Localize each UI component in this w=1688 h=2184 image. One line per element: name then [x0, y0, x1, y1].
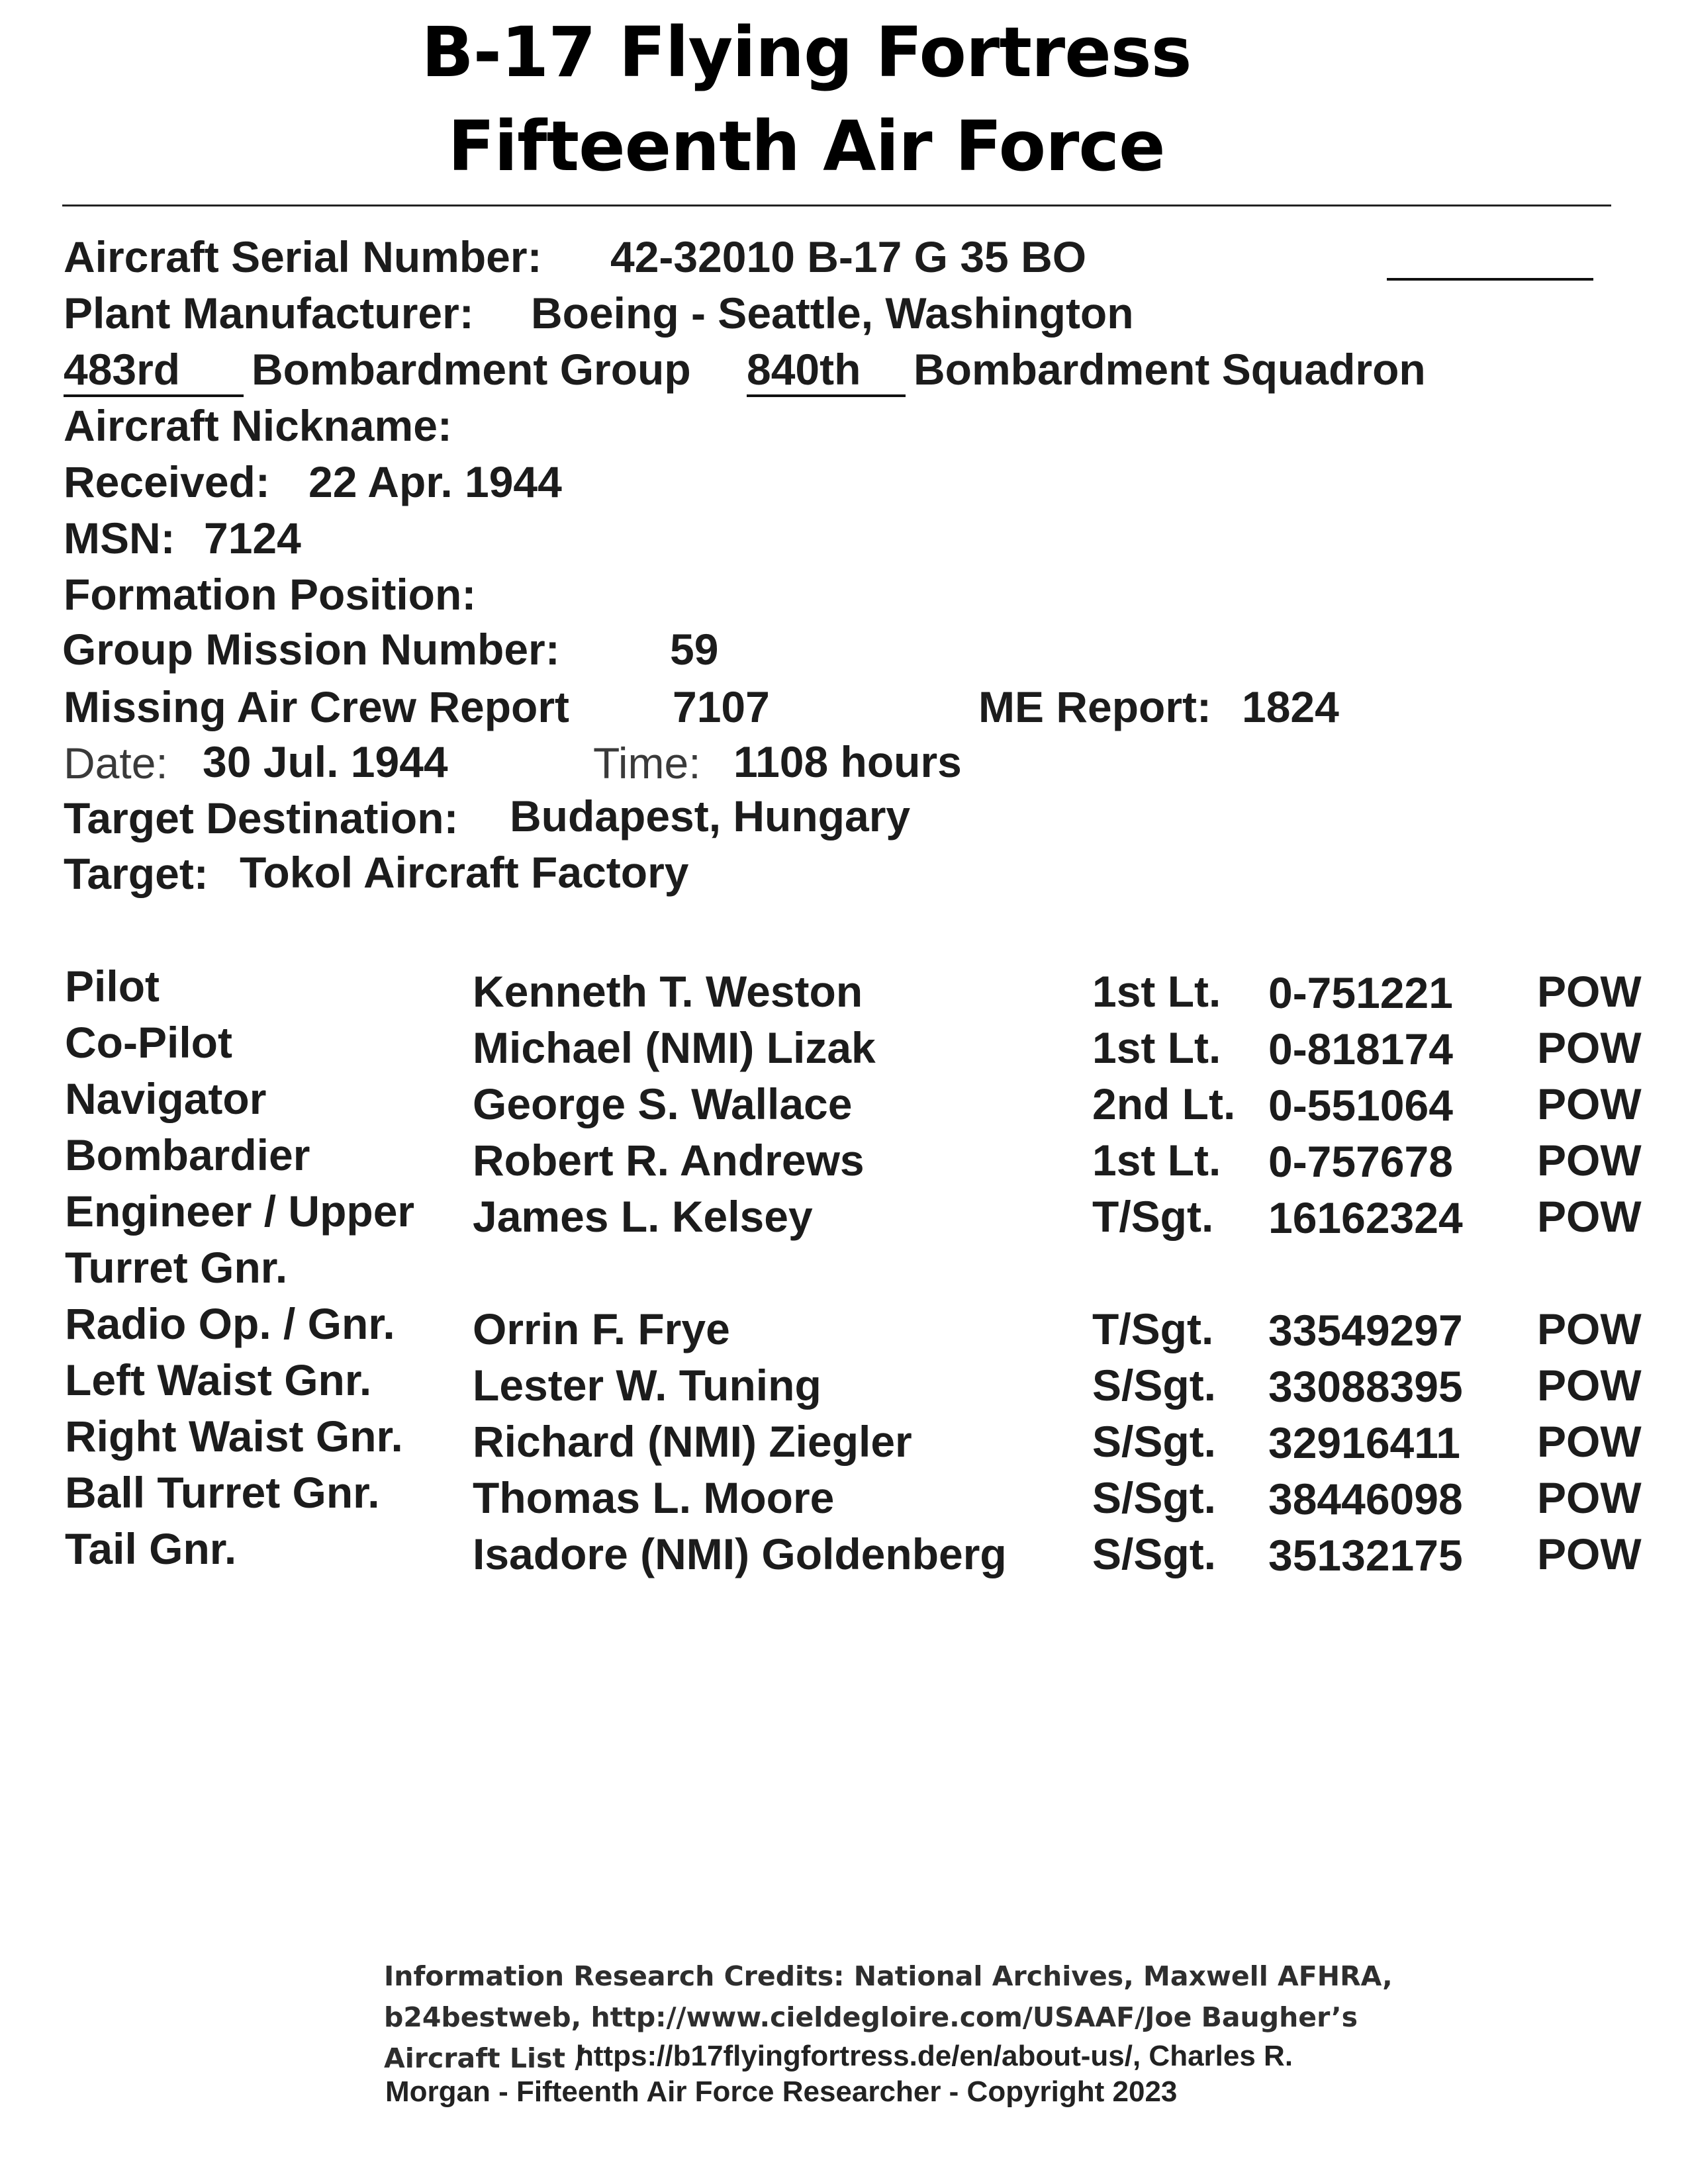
crew-name: Robert R. Andrews: [473, 1136, 865, 1185]
msn-value: 7124: [204, 514, 301, 563]
crew-status: POW: [1537, 1304, 1642, 1353]
page-title-line-1: B-17 Flying Fortress: [421, 12, 1192, 93]
crew-position: Right Waist Gnr.: [65, 1412, 403, 1461]
crew-serial: 33549297: [1268, 1306, 1463, 1355]
crew-position: Tail Gnr.: [65, 1524, 237, 1573]
nickname-label: Aircraft Nickname:: [64, 401, 452, 450]
crew-rank: 1st Lt.: [1092, 1136, 1221, 1185]
crew-serial: 0-551064: [1268, 1081, 1453, 1130]
date-value: 30 Jul. 1944: [203, 737, 448, 786]
crew-rank: S/Sgt.: [1092, 1473, 1217, 1522]
crew-position-line-2: Turret Gnr.: [65, 1243, 288, 1292]
credits-line-3b: https://b17flyingfortress.de/en/about-us/, Charles R.: [576, 2040, 1293, 2072]
crew-serial: 0-757678: [1268, 1137, 1453, 1186]
msn-label: MSN:: [64, 514, 175, 563]
crew-serial: 33088395: [1268, 1362, 1463, 1411]
crew-status: POW: [1537, 1473, 1642, 1522]
crew-status: POW: [1537, 1192, 1642, 1241]
credits-line-3a: Aircraft List /: [384, 2042, 585, 2074]
crew-position: Radio Op. / Gnr.: [65, 1299, 395, 1348]
crew-rank: T/Sgt.: [1092, 1304, 1214, 1353]
crew-name: Thomas L. Moore: [473, 1473, 835, 1522]
crew-rank: S/Sgt.: [1092, 1529, 1217, 1578]
crew-serial: 38446098: [1268, 1475, 1463, 1524]
serial-value: 42-32010 B-17 G 35 BO: [610, 232, 1087, 281]
crew-serial: 0-751221: [1268, 968, 1453, 1017]
crew-name: Isadore (NMI) Goldenberg: [473, 1529, 1007, 1578]
crew-status: POW: [1537, 1529, 1642, 1578]
crew-rank: 1st Lt.: [1092, 967, 1221, 1016]
crew-name: George S. Wallace: [473, 1079, 853, 1128]
crew-name: Kenneth T. Weston: [473, 967, 863, 1016]
crew-position: Engineer / Upper: [65, 1187, 415, 1236]
mission-value: 59: [670, 625, 719, 674]
plant-label: Plant Manufacturer:: [64, 289, 474, 338]
crew-name: Orrin F. Frye: [473, 1304, 730, 1353]
crew-serial: 16162324: [1268, 1193, 1463, 1242]
destination-label: Target Destination:: [64, 794, 459, 842]
crew-name: Richard (NMI) Ziegler: [473, 1417, 912, 1466]
formation-label: Formation Position:: [64, 570, 477, 619]
crew-name: James L. Kelsey: [473, 1192, 813, 1241]
credits-line-2: b24bestweb, http://www.cieldegloire.com/USAAF/Joe Baugher’s: [384, 2001, 1358, 2033]
crew-status: POW: [1537, 1079, 1642, 1128]
macr-label: Missing Air Crew Report: [64, 682, 569, 731]
squadron-value: 840th: [747, 344, 906, 397]
crew-status: POW: [1537, 1361, 1642, 1410]
crew-position: Left Waist Gnr.: [65, 1355, 372, 1404]
received-label: Received:: [64, 457, 270, 506]
crew-status: POW: [1537, 1136, 1642, 1185]
target-value: Tokol Aircraft Factory: [240, 848, 689, 897]
crew-status: POW: [1537, 967, 1642, 1016]
received-value: 22 Apr. 1944: [308, 457, 562, 506]
plant-value: Boeing - Seattle, Washington: [531, 289, 1134, 338]
crew-status: POW: [1537, 1417, 1642, 1466]
blank-line: [1387, 278, 1593, 281]
macr-value: 7107: [673, 682, 770, 731]
group-label: Bombardment Group: [252, 345, 691, 394]
crew-position: Ball Turret Gnr.: [65, 1468, 380, 1517]
crew-status: POW: [1537, 1023, 1642, 1072]
target-label: Target:: [64, 849, 209, 898]
date-label: Date:: [64, 739, 168, 788]
crew-serial: 0-818174: [1268, 1024, 1453, 1073]
crew-rank: 1st Lt.: [1092, 1023, 1221, 1072]
time-label: Time:: [593, 739, 701, 788]
title-divider: [62, 205, 1611, 206]
squadron-label: Bombardment Squadron: [914, 345, 1426, 394]
serial-label: Aircraft Serial Number:: [64, 232, 542, 281]
group-value: 483rd: [64, 344, 244, 397]
crew-name: Michael (NMI) Lizak: [473, 1023, 876, 1072]
mission-label: Group Mission Number:: [62, 625, 560, 674]
crew-position: Co-Pilot: [65, 1018, 232, 1067]
crew-serial: 35132175: [1268, 1531, 1463, 1580]
crew-position: Navigator: [65, 1074, 267, 1123]
crew-position: Pilot: [65, 962, 160, 1011]
destination-value: Budapest, Hungary: [510, 792, 911, 841]
crew-rank: T/Sgt.: [1092, 1192, 1214, 1241]
crew-serial: 32916411: [1268, 1418, 1461, 1467]
crew-rank: S/Sgt.: [1092, 1361, 1217, 1410]
me-report-label: ME Report:: [978, 682, 1211, 731]
time-value: 1108 hours: [733, 737, 962, 786]
crew-rank: 2nd Lt.: [1092, 1079, 1236, 1128]
crew-name: Lester W. Tuning: [473, 1361, 821, 1410]
crew-rank: S/Sgt.: [1092, 1417, 1217, 1466]
crew-position: Bombardier: [65, 1130, 310, 1179]
page-title-line-2: Fifteenth Air Force: [447, 106, 1165, 187]
credits-line-4: Morgan - Fifteenth Air Force Researcher - Copyright 2023: [385, 2075, 1178, 2108]
credits-line-1: Information Research Credits: National Archives, Maxwell AFHRA,: [384, 1960, 1393, 1992]
me-report-value: 1824: [1242, 682, 1339, 731]
